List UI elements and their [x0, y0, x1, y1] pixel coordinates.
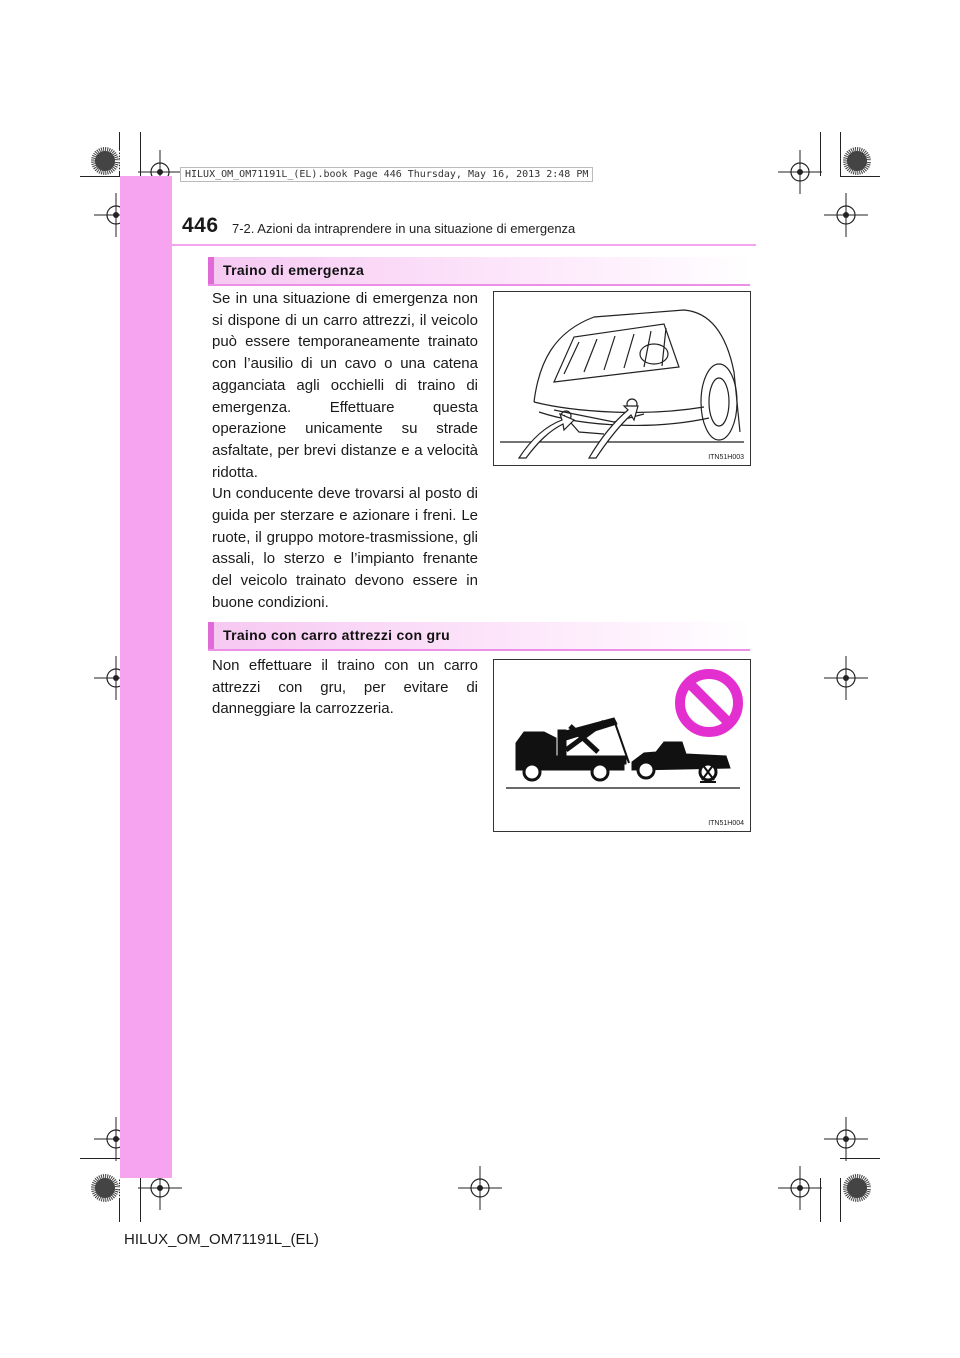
header-rule: [120, 244, 756, 246]
paragraph: Un conducente deve trovarsi al posto di guida per sterzare e azionare i freni. Le ruote, il gruppo motore-trasmissione, gli assali, lo sterzo e l’impianto frenante del veicolo trainato devono essere in buone condizioni.: [212, 485, 478, 611]
section-heading-emergency-towing: [208, 257, 750, 286]
figure-code: ITN51H004: [708, 820, 744, 827]
figure-code: ITN51H003: [708, 454, 744, 461]
page-number: 446: [182, 214, 219, 237]
registration-mark-icon: [824, 656, 868, 700]
paragraph: Non effettuare il traino con un carro attrezzi con gru, per evitare di danneggiare la carrozzeria.: [212, 657, 478, 718]
color-wheel-icon: [90, 1173, 120, 1203]
color-wheel-icon: [90, 146, 120, 176]
section-body: [212, 655, 478, 720]
color-wheel-icon: [842, 146, 872, 176]
section-heading-crane-tow-truck: [208, 622, 750, 651]
chapter-sidebar: [120, 176, 172, 1178]
registration-mark-icon: [778, 1166, 822, 1210]
paragraph: Se in una situazione di emergenza non si dispone di un carro attrezzi, il veicolo può essere temporaneamente trainato con l’ausilio di un cavo o una catena agganciata agli occhielli di traino di emergenza. Effettuare questa operazione unicamente su strade asfaltate, per brevi distanze e a velocità ridotta.: [212, 290, 478, 481]
registration-mark-icon: [824, 1117, 868, 1161]
book-info-stamp: HILUX_OM_OM71191L_(EL).book Page 446 Thursday, May 16, 2013 2:48 PM: [180, 167, 593, 182]
registration-mark-icon: [778, 150, 822, 194]
crop-mark: [840, 1178, 841, 1222]
registration-mark-icon: [458, 1166, 502, 1210]
registration-mark-icon: [824, 193, 868, 237]
figure-towing-eyelets: [493, 291, 751, 466]
document-code: HILUX_OM_OM71191L_(EL): [124, 1231, 319, 1248]
section-title: Traino con carro attrezzi con gru: [223, 627, 450, 643]
section-title: Traino di emergenza: [223, 262, 365, 278]
section-body: [212, 288, 478, 614]
crop-mark: [840, 176, 880, 177]
crop-mark: [80, 176, 120, 177]
vehicle-front-illustration: [494, 292, 750, 465]
crop-mark: [840, 132, 841, 176]
figure-crane-tow-prohibited: [493, 659, 751, 832]
chapter-title: 7-2. Azioni da intraprendere in una situazione di emergenza: [232, 221, 576, 236]
tow-truck-illustration: [494, 660, 750, 831]
color-wheel-icon: [842, 1173, 872, 1203]
